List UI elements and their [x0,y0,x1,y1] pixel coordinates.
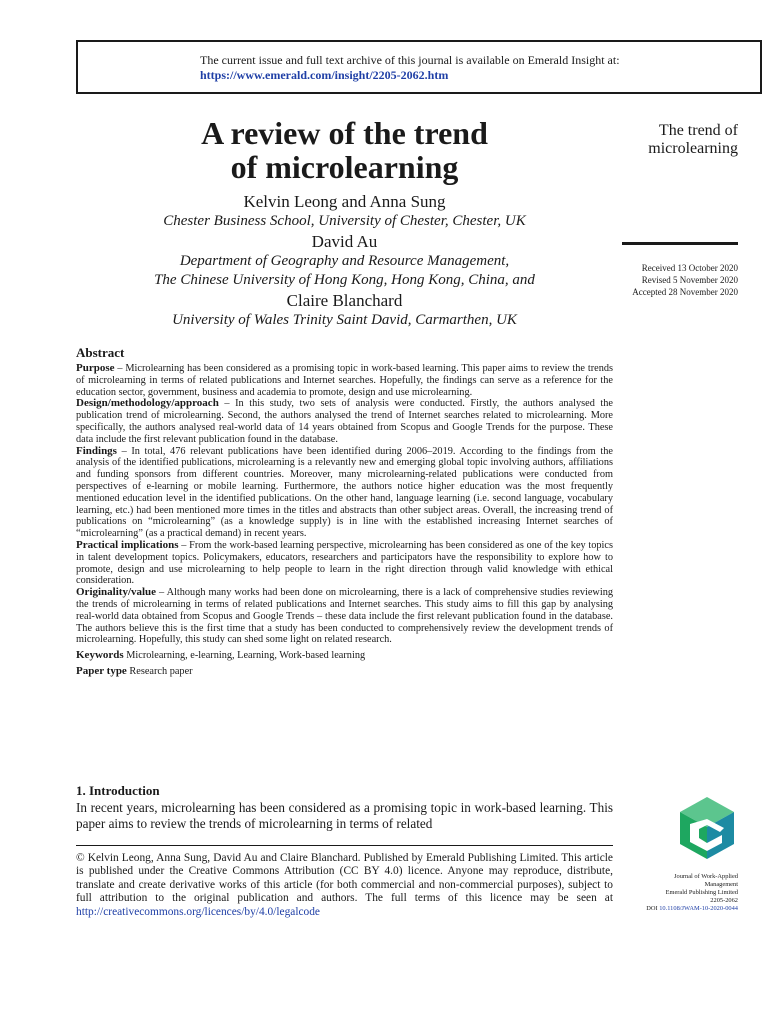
abstract-section-purpose [76,363,613,398]
abstract-label: Purpose [76,362,115,374]
doi-label: DOI [646,905,660,912]
abstract-label: Design/methodology/approach [76,397,219,410]
licence-link[interactable]: http://creativecommons.org/licences/by/4.0/legalcode [76,905,320,918]
paper-type-label: Paper type [76,664,127,677]
abstract-text: – In total, 476 relevant publications have been identified during 2006–2019. According to the findings from the analysis of the identified publications, microlearning is a relevantly new and emerging global topic involving authors, affiliations and funding sponsors from different countries. Moreover, many microlearning-related publications were conducted from perspectives of e-learning or mobile learning. Furthermore, the authors notice higher education was the most frequently mentioned education level in the identified publications. On the other hand, language learning (i.e. second language, vocabulary learning, etc.) had been mentioned more times in the titles and abstracts than other subject areas. Overall, the increasing trend of publications on “microlearning” (as a knowledge supply) is in line with the established increasing Internet searches of “microlearning” (as a practical demand) in recent years. [76,445,613,540]
introduction-paragraph: In recent years, microlearning has been considered as a promising topic in work-based learning. This paper aims to review the trends of microlearning in terms of related [76,800,613,831]
running-title-line-1: The trend of [658,122,738,139]
author-affiliation: The Chinese University of Hong Kong, Hong Kong, China, and [154,272,535,288]
submission-dates [610,262,738,298]
abstract-label: Practical implications [76,538,179,551]
journal-name: Management [704,881,738,888]
author-affiliation: University of Wales Trinity Saint David, Carmarthen, UK [172,312,517,328]
author-block [76,191,613,330]
article-title [76,116,613,184]
abstract-section-originality [76,587,613,646]
keywords-label: Keywords [76,649,124,662]
banner-text: The current issue and full text archive of this journal is available on Emerald Insight at: [200,53,620,67]
side-divider [622,242,738,245]
journal-name: Journal of Work-Applied [674,873,738,880]
author-name: Claire Blanchard [286,291,403,310]
abstract-text: – Although many works had been done on microlearning, there is a lack of comprehensive studies reviewing the trends of microlearning in terms of related publications and Internet searches. This study aims to fill this gap by analysing real-world data obtained from Scopus and Google Trends – these data include the first relevant publication found in the database. The authors believe this is the first time that a study has been conducted to comprehensively review the development trends of microlearning. Hopefully, this study can shed some light on related research. [76,587,613,646]
title-line-2: of microlearning [230,149,459,185]
abstract-label: Findings [76,444,117,457]
banner-url-link[interactable]: https://www.emerald.com/insight/2205-2062.htm [200,68,449,82]
abstract-section-implications [76,540,613,587]
keywords-text: Microlearning, e-learning, Learning, Work-based learning [123,650,366,662]
revised-date: Revised 5 November 2020 [641,275,738,285]
received-date: Received 13 October 2020 [641,263,738,273]
abstract-text: – Microlearning has been considered as a promising topic in work-based learning. This paper aims to review the trends of microlearning in terms of related publications and Internet searches. Hopefully, the findings can serve as a reference for the education sector, government, business and academia to promote, design and use microlearning. [76,363,613,398]
author-name: David Au [311,232,378,251]
keywords [76,650,613,662]
running-title [622,122,738,158]
copyright-divider [76,845,613,846]
abstract-text: – In this study, two sets of analysis were conducted. Firstly, the authors analysed the publication trend of microlearning. Second, the authors analysed the trend of Internet searches related to microlearning. More specifically, the authors analysed real-world data of 14 years obtained from Scopus and Google Trends for the purpose. These data include the first relevant publication found in the database. [76,398,613,445]
abstract-heading: Abstract [76,345,125,360]
author-affiliation: Chester Business School, University of Chester, Chester, UK [163,213,526,229]
doi-link[interactable]: 10.1108/JWAM-10-2020-0044 [659,905,738,912]
running-title-line-2: microlearning [648,140,738,157]
author-name: Kelvin Leong and Anna Sung [243,192,446,211]
section-heading-introduction: 1. Introduction [76,783,160,798]
paper-type-text: Research paper [126,665,193,677]
author-affiliation: Department of Geography and Resource Management, [179,253,510,269]
issn: 2205-2062 [710,897,738,904]
publisher: Emerald Publishing Limited [665,889,738,896]
emerald-logo-icon [676,795,738,861]
copyright-text: © Kelvin Leong, Anna Sung, David Au and Claire Blanchard. Published by Emerald Publishing Limited. This article is published under the Creative Commons Attribution (CC BY 4.0) licence. Anyone may reproduce, distribute, translate and create derivative works of this article (for both commercial and non-commercial purposes), subject to full attribution to the original publication and authors. The full terms of this licence may be seen at [76,852,613,905]
introduction-text [76,800,613,831]
journal-info [620,873,738,913]
abstract-section-design [76,398,613,445]
copyright-paragraph [76,852,613,919]
title-line-1: A review of the trend [201,115,488,151]
accepted-date: Accepted 28 November 2020 [632,287,738,297]
abstract-label: Originality/value [76,586,157,599]
abstract-body [76,363,613,678]
paper-type [76,666,613,678]
archive-banner [76,40,762,94]
abstract-section-findings [76,446,613,540]
doi [620,905,738,913]
copyright-notice [76,852,613,919]
abstract-text: – From the work-based learning perspective, microlearning has been considered as one of the key topics in talent development topics. Policymakers, educators, researchers and participators have the responsibility to explore how to promote, design and use microlearning to help people to learn in the right direction through valid knowledge with ethical consideration. [76,539,613,587]
